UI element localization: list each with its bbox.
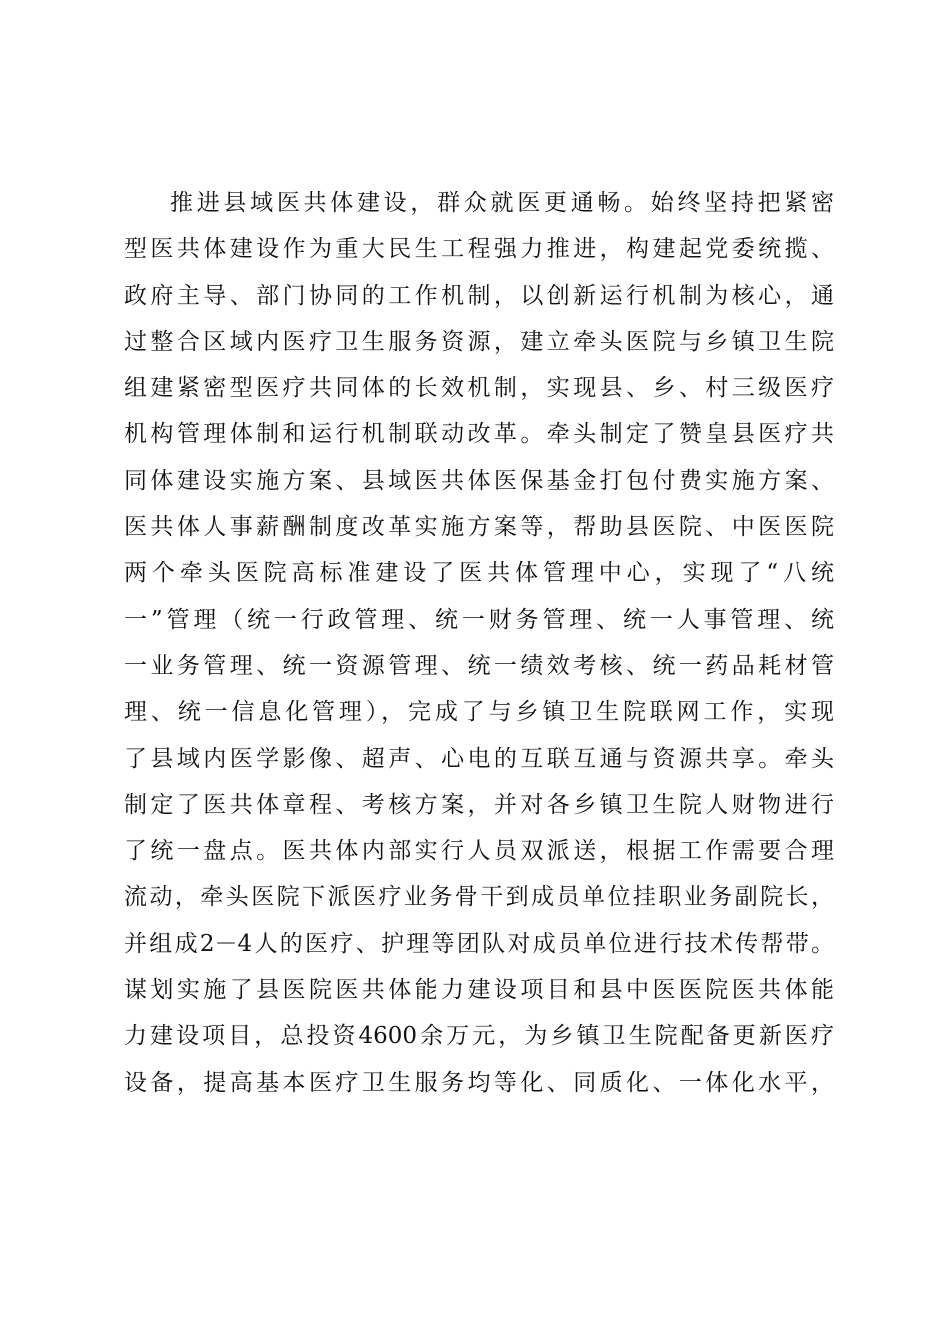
paragraph-line: 过整合区域内医疗卫生服务资源，建立牵头医院与乡镇卫生院 — [124, 328, 834, 355]
paragraph-line: 型医共体建设作为重大民生工程强力推进，构建起党委统揽、 — [124, 236, 834, 263]
paragraph-line: 机构管理体制和运行机制联动改革。牵头制定了赞皇县医疗共 — [124, 421, 834, 448]
paragraph-line: 谋划实施了县医院医共体能力建设项目和县中医医院医共体能 — [124, 977, 834, 1004]
paragraph-line: 了县域内医学影像、超声、心电的互联互通与资源共享。牵头 — [124, 745, 834, 772]
paragraph-line: 政府主导、部门协同的工作机制，以创新运行机制为核心，通 — [124, 282, 834, 309]
paragraph-line: 一”管理（统一行政管理、统一财务管理、统一人事管理、统 — [124, 606, 834, 633]
paragraph-line: 医共体人事薪酬制度改革实施方案等，帮助县医院、中医医院 — [124, 514, 834, 541]
paragraph-line: 一业务管理、统一资源管理、统一绩效考核、统一药品耗材管 — [124, 652, 834, 679]
paragraph-line: 力建设项目，总投资4600余万元，为乡镇卫生院配备更新医疗 — [124, 1023, 834, 1050]
paragraph-line: 同体建设实施方案、县域医共体医保基金打包付费实施方案、 — [124, 467, 834, 494]
paragraph-line: 并组成2－4人的医疗、护理等团队对成员单位进行技术传帮带。 — [124, 930, 834, 957]
paragraph-line: 制定了医共体章程、考核方案，并对各乡镇卫生院人财物进行 — [124, 791, 834, 818]
body-paragraph — [124, 180, 834, 1106]
paragraph-line: 了统一盘点。医共体内部实行人员双派送，根据工作需要合理 — [124, 838, 834, 865]
paragraph-line: 组建紧密型医疗共同体的长效机制，实现县、乡、村三级医疗 — [124, 375, 834, 402]
paragraph-line: 推进县域医共体建设，群众就医更通畅。始终坚持把紧密 — [170, 190, 834, 216]
paragraph-line: 设备，提高基本医疗卫生服务均等化、同质化、一体化水平， — [124, 1069, 834, 1096]
paragraph-line: 流动，牵头医院下派医疗业务骨干到成员单位挂职业务副院长， — [124, 884, 834, 911]
paragraph-line: 理、统一信息化管理），完成了与乡镇卫生院联网工作，实现 — [124, 699, 834, 726]
paragraph-line: 两个牵头医院高标准建设了医共体管理中心，实现了“八统 — [124, 560, 834, 587]
